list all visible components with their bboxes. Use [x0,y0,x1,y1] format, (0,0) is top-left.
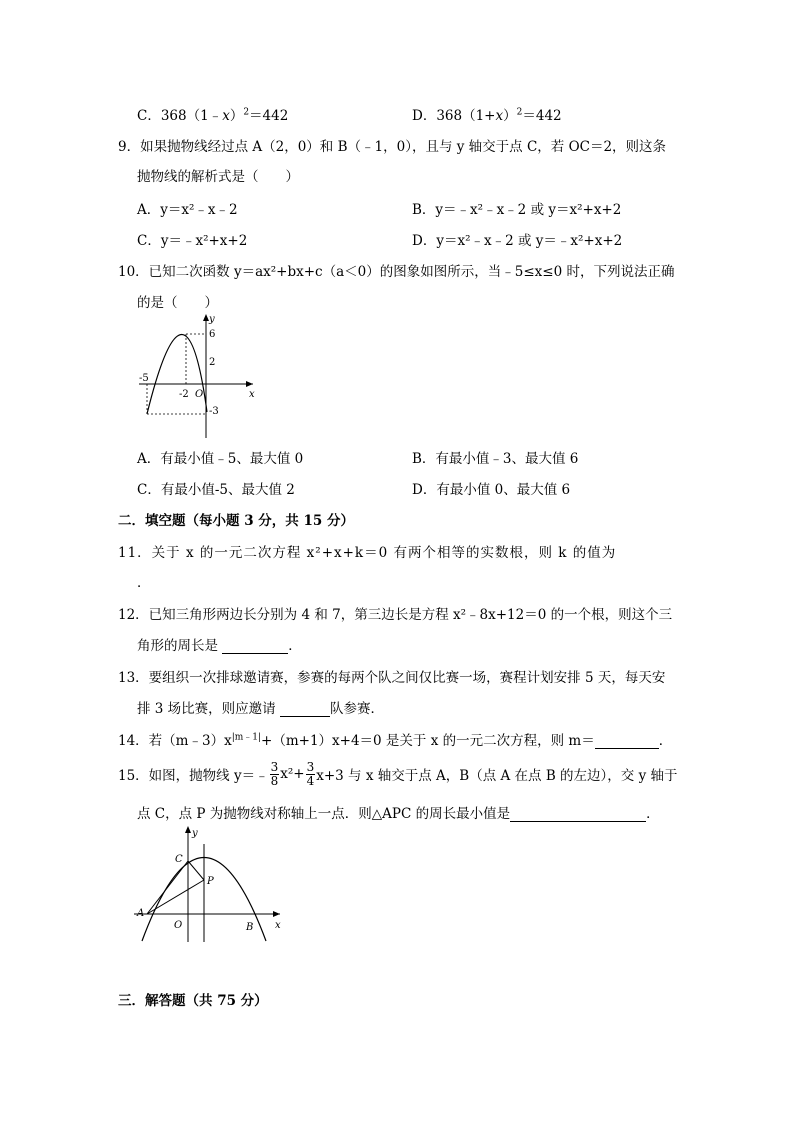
q15-y-axis-arrow [185,826,191,833]
q15-label-a: A [137,908,145,919]
q9-option-b: B．y＝﹣x²﹣x﹣2 或 y＝x²+x+2 [412,202,622,218]
q15-x-label: x [275,920,281,931]
q15-label-b: B [246,922,254,933]
section-3-heading: 三．解答题（共 75 分） [118,993,268,1009]
q12-stem-line2: 角形的周长是 ． [137,638,302,654]
q15-stem-line1: 15．如图，抛物线 y＝﹣ $\frac{3}{8}$ x²+ $\frac{3}{4}$ x+3 与 x 轴交于点 A，B（点 A 在点 B 的左边），交 y 轴于 [118,759,678,788]
q10-stem-line1: 10．已知二次函数 y＝ax²+bx+c（a＜0）的图象如图所示，当﹣5≤x≤0 时，下列说法正确 [118,264,675,280]
q10-option-b: B．有最小值﹣3、最大值 6 [412,451,579,467]
q15-answer-blank[interactable] [510,805,646,822]
q10-option-a: A．有最小值﹣5、最大值 0 [137,451,304,467]
q10-label-origin: O [195,389,204,400]
q15-label-origin: O [174,920,183,931]
q15-x-axis-arrow [273,911,280,917]
q11-stem-line2: ． [137,575,151,591]
q14-stem: 14．若$(m﹣3)x^{|m﹣1|}+(m+1)x+4=0$ 是关于 x 的一元二次方程，则 m＝ ． [118,732,673,749]
section-2-heading: 二．填空题（每小题 3 分，共 15 分） [118,513,354,529]
q10-label-neg2: -2 [179,389,189,400]
q15-parabola-graph [134,824,286,944]
q10-stem-line2: 的是（ ） [137,295,218,311]
q15-label-p: P [207,876,214,887]
q10-x-axis-arrow [246,381,253,387]
q10-label-2: 2 [209,357,216,368]
q15-label-c: C [175,854,183,865]
q15-segment-ac [147,861,188,914]
q10-label-neg3: -3 [209,406,219,417]
q15-segment-cp [188,861,204,880]
q10-y-label: y [209,314,215,325]
q13-answer-blank[interactable] [280,700,330,717]
q11-stem-line1: 11．关于 x 的一元二次方程 x²+x+k＝0 有两个相等的实数根，则 k 的值为 [118,545,617,561]
q10-x-label: x [249,389,255,400]
q8-option-d: D．$368(1+x)^2=442$ [412,107,562,124]
q12-answer-blank[interactable] [222,637,288,654]
q15-segment-ap [147,880,204,914]
q9-stem-line1: 9．如果抛物线经过点 A（2，0）和 B（﹣1，0），且与 y 轴交于点 C，若 OC＝2，则这条 [118,139,667,155]
q15-stem-line2: 点 C，点 P 为抛物线对称轴上一点．则△APC 的周长最小值是 ． [137,806,660,822]
q14-answer-blank[interactable] [595,732,659,749]
q10-option-d: D．有最小值 0、最大值 6 [412,482,571,498]
q15-fraction-3-8: $\frac{3}{8}$ [270,759,279,788]
q9-option-c: C．y＝﹣x²+x+2 [137,233,248,249]
q9-option-d: D．y＝x²﹣x﹣2 或 y＝﹣x²+x+2 [412,233,623,249]
q10-label-6: 6 [209,329,216,340]
q9-stem-line2: 抛物线的解析式是（ ） [137,169,299,185]
q15-y-label: y [192,828,198,839]
q13-stem-line1: 13．要组织一次排球邀请赛，参赛的每两个队之间仅比赛一场，赛程计划安排 5 天，每天安 [118,670,666,686]
q9-option-a: A．y＝x²﹣x﹣2 [137,202,238,218]
q13-stem-line2: 排 3 场比赛，则应邀请 队参赛． [137,701,384,717]
q10-parabola-graph [133,310,263,442]
q10-parabola-curve [147,334,207,414]
q12-stem-line1: 12．已知三角形两边长分别为 4 和 7，第三边长是方程 x²﹣8x+12＝0 的一个根，则这个三 [118,607,673,623]
q15-fraction-3-4: $\frac{3}{4}$ [306,759,315,788]
q10-label-neg5: -5 [139,373,149,384]
q8-option-c: C．368（1﹣x）$^2$＝442 [137,107,289,124]
q10-option-c: C．有最小值-5、最大值 2 [137,482,295,498]
